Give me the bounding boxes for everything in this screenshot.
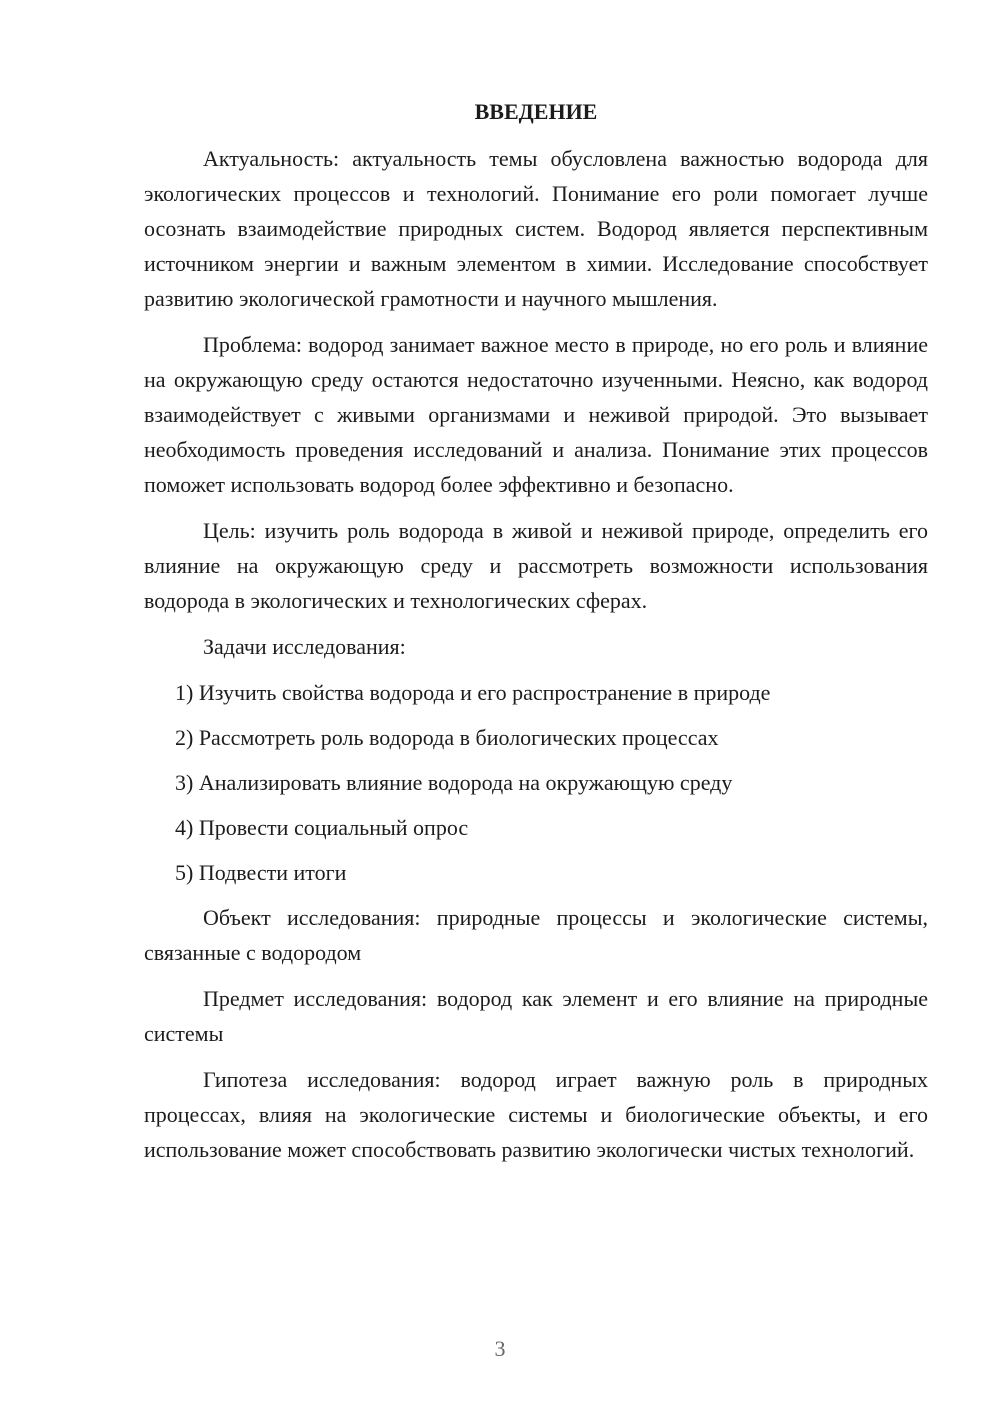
list-item: 4) Провести социальный опрос [175, 815, 469, 840]
list-item: 3) Анализировать влияние водорода на окружающую среду [175, 770, 733, 795]
tasks-label: Задачи исследования: [203, 634, 406, 659]
paragraph-subject: Предмет исследования: водород как элемент и его влияние на природные системы [144, 986, 928, 1046]
list-item: 2) Рассмотреть роль водорода в биологических процессах [175, 725, 719, 750]
list-item: 1) Изучить свойства водорода и его распространение в природе [175, 680, 771, 705]
tasks-list [144, 675, 928, 890]
paragraph-object: Объект исследования: природные процессы и экологические системы, связанные с водородом [144, 905, 928, 965]
paragraph-hypothesis: Гипотеза исследования: водород играет важную роль в природных процессах, влияя на экологические системы и биологические объекты, и его использование может способствовать развитию экологически чистых технологий. [144, 1067, 928, 1162]
list-item: 5) Подвести итоги [175, 860, 347, 885]
paragraph-problem: Проблема: водород занимает важное место в природе, но его роль и влияние на окружающую среду остаются недостаточно изученными. Неясно, как водород взаимодействует с живыми организмами и неживой природой. Это вызывает необходимость проведения исследований и анализа. Понимание этих процессов поможет использовать водород более эффективно и безопасно. [144, 332, 928, 497]
paragraph-goal: Цель: изучить роль водорода в живой и неживой природе, определить его влияние на окружающую среду и рассмотреть возможности использования водорода в экологических и технологических сферах. [144, 518, 928, 613]
page-title: ВВЕДЕНИЕ [474, 99, 598, 124]
page-number: 3 [494, 1336, 506, 1361]
paragraph-relevance: Актуальность: актуальность темы обусловлена важностью водорода для экологических процессов и технологий. Понимание его роли помогает лучше осознать взаимодействие природных систем. Водород является перспективным источником энергии и важным элементом в химии. Исследование способствует развитию экологической грамотности и научного мышления. [144, 146, 928, 311]
